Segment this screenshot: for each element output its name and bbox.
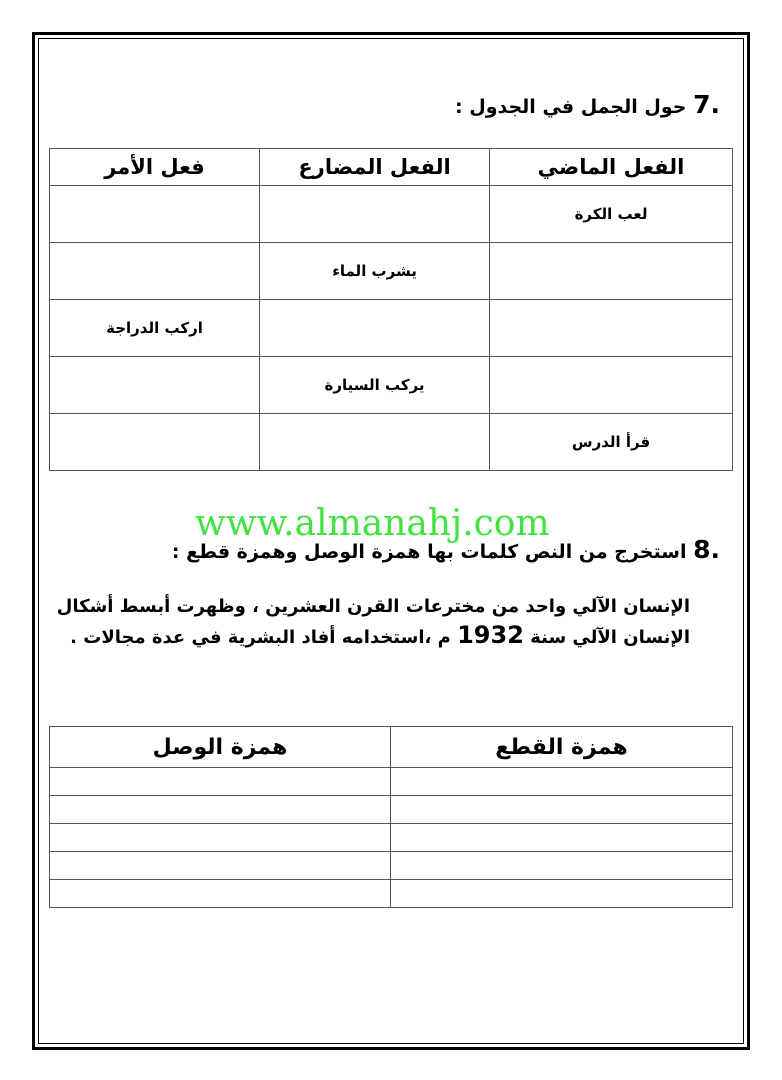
table-cell[interactable]: [260, 186, 490, 243]
header-present-verb: الفعل المضارع: [260, 149, 490, 186]
question-7-heading: [455, 90, 720, 119]
reading-passage: [50, 592, 690, 652]
table-cell[interactable]: [50, 186, 260, 243]
table-cell[interactable]: [50, 414, 260, 471]
table-cell[interactable]: لعب الكرة: [490, 186, 733, 243]
table-row: [50, 186, 733, 243]
passage-text-part1: الإنسان الآلي واحد من مخترعات القرن العشرين ، وظهرت أبسط أشكال الإنسان الآلي سنة: [56, 596, 690, 648]
table-cell[interactable]: اركب الدراجة: [50, 300, 260, 357]
table-row: [50, 768, 733, 796]
verbs-table: [49, 148, 733, 471]
passage-year: 1932: [457, 621, 524, 649]
table-cell[interactable]: [490, 357, 733, 414]
header-imperative-verb: فعل الأمر: [50, 149, 260, 186]
header-hamzat-qat: همزة القطع: [391, 727, 733, 768]
question-8-text: استخرج من النص كلمات بها همزة الوصل وهمزة قطع :: [171, 541, 687, 563]
table-cell[interactable]: قرأ الدرس: [490, 414, 733, 471]
table-row: [50, 880, 733, 908]
table-cell[interactable]: [50, 796, 391, 824]
table-row: [50, 414, 733, 471]
table-cell[interactable]: [260, 300, 490, 357]
header-past-verb: الفعل الماضي: [490, 149, 733, 186]
verbs-table-header-row: [50, 149, 733, 186]
question-7-number: .7: [693, 90, 720, 119]
table-cell[interactable]: [50, 880, 391, 908]
watermark-text: www.almanahj.com: [195, 503, 550, 544]
table-cell[interactable]: [391, 880, 733, 908]
table-cell[interactable]: [391, 852, 733, 880]
table-cell[interactable]: [50, 852, 391, 880]
header-hamzat-wasl: همزة الوصل: [50, 727, 391, 768]
table-cell[interactable]: [391, 768, 733, 796]
table-cell[interactable]: يركب السيارة: [260, 357, 490, 414]
table-cell[interactable]: [260, 414, 490, 471]
table-row: [50, 852, 733, 880]
question-8-number: .8: [693, 535, 720, 564]
hamza-table: [49, 726, 733, 908]
table-row: [50, 357, 733, 414]
table-cell[interactable]: [490, 300, 733, 357]
table-row: [50, 300, 733, 357]
table-cell[interactable]: [50, 768, 391, 796]
hamza-table-header-row: [50, 727, 733, 768]
table-cell[interactable]: [391, 796, 733, 824]
table-cell[interactable]: [391, 824, 733, 852]
question-7-text: حول الجمل في الجدول :: [455, 96, 687, 118]
table-cell[interactable]: [50, 824, 391, 852]
table-row: [50, 243, 733, 300]
table-row: [50, 796, 733, 824]
passage-text-part2: م ،استخدامه أفاد البشرية في عدة مجالات .: [70, 627, 451, 648]
table-cell[interactable]: [50, 357, 260, 414]
table-cell[interactable]: يشرب الماء: [260, 243, 490, 300]
table-cell[interactable]: [490, 243, 733, 300]
table-cell[interactable]: [50, 243, 260, 300]
table-row: [50, 824, 733, 852]
